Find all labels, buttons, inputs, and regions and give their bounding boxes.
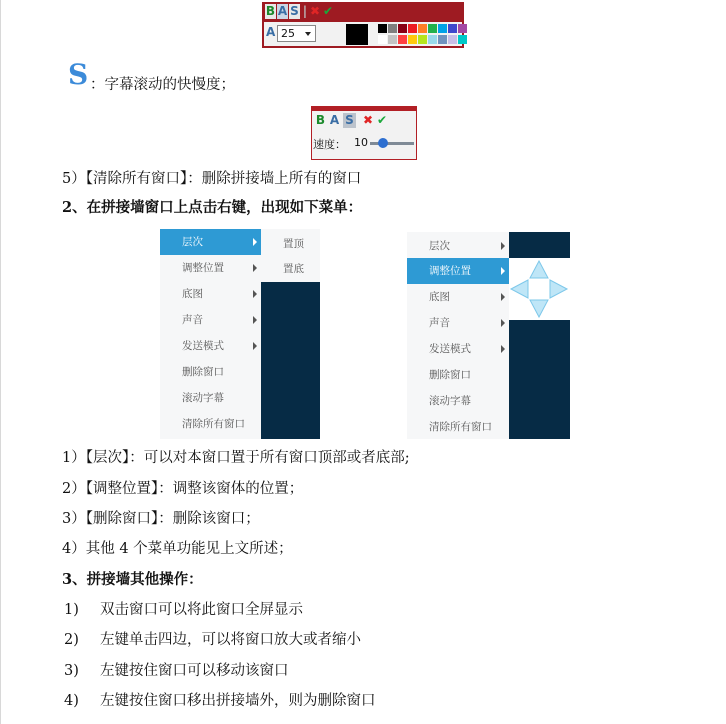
- speed-toolbar-top: [312, 107, 416, 131]
- menu-item-label: 声音: [429, 317, 450, 329]
- arrow-right-icon[interactable]: [550, 280, 567, 298]
- cancel-icon[interactable]: ✖: [309, 4, 321, 18]
- chevron-right-icon: [501, 319, 505, 327]
- color-swatch[interactable]: [398, 24, 407, 33]
- cancel-icon[interactable]: ✖: [362, 113, 374, 127]
- chevron-right-icon: [501, 267, 505, 275]
- color-swatch[interactable]: [438, 24, 447, 33]
- font-size-value: 25: [281, 27, 295, 40]
- scroll-s-button[interactable]: S: [343, 113, 356, 128]
- color-swatch[interactable]: [378, 35, 387, 44]
- menu-item-label: 清除所有窗口: [429, 421, 492, 433]
- context-menu-right: [407, 232, 509, 439]
- bold-button[interactable]: B: [315, 113, 326, 127]
- window-background-right-top: [509, 232, 570, 258]
- confirm-check-icon[interactable]: ✔: [322, 4, 334, 18]
- menu-item-label: 滚动字幕: [429, 395, 471, 407]
- menu-item-layer[interactable]: [407, 233, 509, 259]
- menu-item-label: 滚动字幕: [182, 392, 224, 404]
- submenu-item-top[interactable]: [261, 231, 320, 257]
- toolbar-separator: |: [302, 4, 308, 18]
- menu-item-adjust-position[interactable]: [160, 255, 261, 281]
- menu-item-background[interactable]: [160, 281, 261, 307]
- chevron-right-icon: [253, 264, 257, 272]
- speed-label: 速度：: [313, 138, 346, 151]
- menu-item-scroll-caption[interactable]: [160, 385, 261, 411]
- toolbar-top-row: [264, 3, 462, 20]
- color-a-button[interactable]: A: [329, 113, 340, 127]
- color-swatch[interactable]: [458, 24, 467, 33]
- scroll-s-big-icon: S: [68, 58, 89, 91]
- op-1-text: 双击窗口可以将此窗口全屏显示: [100, 602, 303, 618]
- color-swatch[interactable]: [448, 24, 457, 33]
- menu-item-label: 底图: [182, 288, 203, 300]
- menu-item-delete-window[interactable]: [407, 362, 509, 388]
- desc-2-position: 2）【调整位置】：调整该窗体的位置；: [62, 481, 304, 497]
- menu-item-clear-all[interactable]: [407, 414, 509, 440]
- op-2-text: 左键单击四边，可以将窗口放大或者缩小: [100, 632, 361, 648]
- menu-item-background[interactable]: [407, 284, 509, 310]
- color-swatch[interactable]: [388, 35, 397, 44]
- color-swatch[interactable]: [408, 24, 417, 33]
- menu-item-label: 层次: [429, 240, 450, 252]
- op-1-number: 1): [64, 602, 79, 618]
- chevron-right-icon: [253, 290, 257, 298]
- arrow-left-icon[interactable]: [511, 280, 528, 298]
- menu-item-label: 调整位置: [429, 265, 471, 277]
- chevron-down-icon: [305, 32, 311, 36]
- menu-item-send-mode[interactable]: [160, 333, 261, 359]
- menu-item-clear-all[interactable]: [160, 411, 261, 437]
- menu-item-label: 调整位置: [182, 262, 224, 274]
- current-color-swatch[interactable]: [346, 24, 368, 45]
- submenu-item-bottom[interactable]: [261, 256, 320, 282]
- desc-3-delete: 3）【删除窗口】：删除该窗口；: [62, 511, 260, 527]
- color-swatch[interactable]: [458, 35, 467, 44]
- chevron-right-icon: [253, 316, 257, 324]
- toolbar-red-strip: [312, 107, 416, 111]
- color-swatch[interactable]: [398, 35, 407, 44]
- menu-item-delete-window[interactable]: [160, 359, 261, 385]
- speed-slider-knob[interactable]: [378, 138, 388, 148]
- page-left-rule: [0, 0, 1, 724]
- chevron-right-icon: [253, 342, 257, 350]
- color-swatch[interactable]: [428, 35, 437, 44]
- confirm-check-icon[interactable]: ✔: [376, 113, 388, 127]
- color-swatch[interactable]: [418, 35, 427, 44]
- speed-value: 10: [354, 136, 368, 149]
- speed-toolbar: [311, 106, 417, 160]
- font-size-label: A: [266, 25, 276, 39]
- menu-item-sound[interactable]: [160, 307, 261, 333]
- arrow-down-icon[interactable]: [530, 300, 548, 317]
- menu-item-send-mode[interactable]: [407, 336, 509, 362]
- window-background-left: [261, 282, 320, 439]
- chevron-right-icon: [253, 238, 257, 246]
- color-swatch[interactable]: [428, 24, 437, 33]
- desc-1-layer: 1）【层次】：可以对本窗口置于所有窗口顶部或者底部;: [62, 450, 410, 466]
- color-swatch[interactable]: [378, 24, 387, 33]
- op-3-number: 3): [64, 663, 79, 679]
- layer-submenu: [261, 229, 320, 282]
- speed-description: ：字幕滚动的快慢度；: [90, 77, 235, 93]
- scroll-s-button[interactable]: S: [290, 4, 299, 18]
- op-3-text: 左键按住窗口可以移动该窗口: [100, 663, 289, 679]
- font-size-select[interactable]: [277, 25, 316, 42]
- op-4-text: 左键按住窗口移出拼接墙外，则为删除窗口: [100, 693, 376, 709]
- menu-item-label: 声音: [182, 314, 203, 326]
- menu-item-label: 发送模式: [182, 340, 224, 352]
- submenu-item-label: 置底: [283, 263, 304, 275]
- op-4-number: 4): [64, 693, 79, 709]
- menu-item-label: 删除窗口: [182, 366, 224, 378]
- toolbar-font-row: [264, 22, 462, 46]
- chevron-right-icon: [501, 345, 505, 353]
- color-swatch[interactable]: [438, 35, 447, 44]
- desc-4-others: 4）其他 4 个菜单功能见上文所述；: [62, 541, 293, 557]
- chevron-right-icon: [501, 293, 505, 301]
- menu-item-label: 发送模式: [429, 343, 471, 355]
- context-menu-left: [160, 229, 261, 439]
- submenu-item-label: 置顶: [283, 238, 304, 250]
- op-2-number: 2): [64, 632, 79, 648]
- menu-item-label: 清除所有窗口: [182, 418, 245, 430]
- bold-button[interactable]: B: [265, 4, 276, 18]
- heading-2-context-menu: 2、在拼接墙窗口上点击右键，出现如下菜单：: [62, 199, 363, 216]
- speed-slider-track[interactable]: [370, 142, 414, 145]
- text-style-toolbar: [262, 2, 464, 48]
- position-arrows-svg: [509, 258, 570, 320]
- color-palette: [378, 24, 468, 45]
- color-swatch[interactable]: [418, 24, 427, 33]
- menu-item-scroll-caption[interactable]: [407, 388, 509, 414]
- menu-item-label: 删除窗口: [429, 369, 471, 381]
- position-arrow-pad: [509, 258, 570, 320]
- menu-item-label: 层次: [182, 236, 203, 248]
- color-swatch[interactable]: [388, 24, 397, 33]
- heading-3-other-ops: 3、拼接墙其他操作：: [62, 571, 203, 588]
- menu-item-sound[interactable]: [407, 310, 509, 336]
- chevron-right-icon: [501, 242, 505, 250]
- menu-item-label: 底图: [429, 291, 450, 303]
- color-swatch[interactable]: [408, 35, 417, 44]
- arrow-up-icon[interactable]: [530, 261, 548, 278]
- item-5-clear-all: 5）【清除所有窗口】：删除拼接墙上所有的窗口: [62, 171, 362, 187]
- menu-item-layer[interactable]: [160, 229, 261, 255]
- color-a-button[interactable]: A: [277, 4, 288, 18]
- window-background-right-bottom: [509, 320, 570, 439]
- menu-item-adjust-position[interactable]: [407, 258, 509, 284]
- color-swatch[interactable]: [448, 35, 457, 44]
